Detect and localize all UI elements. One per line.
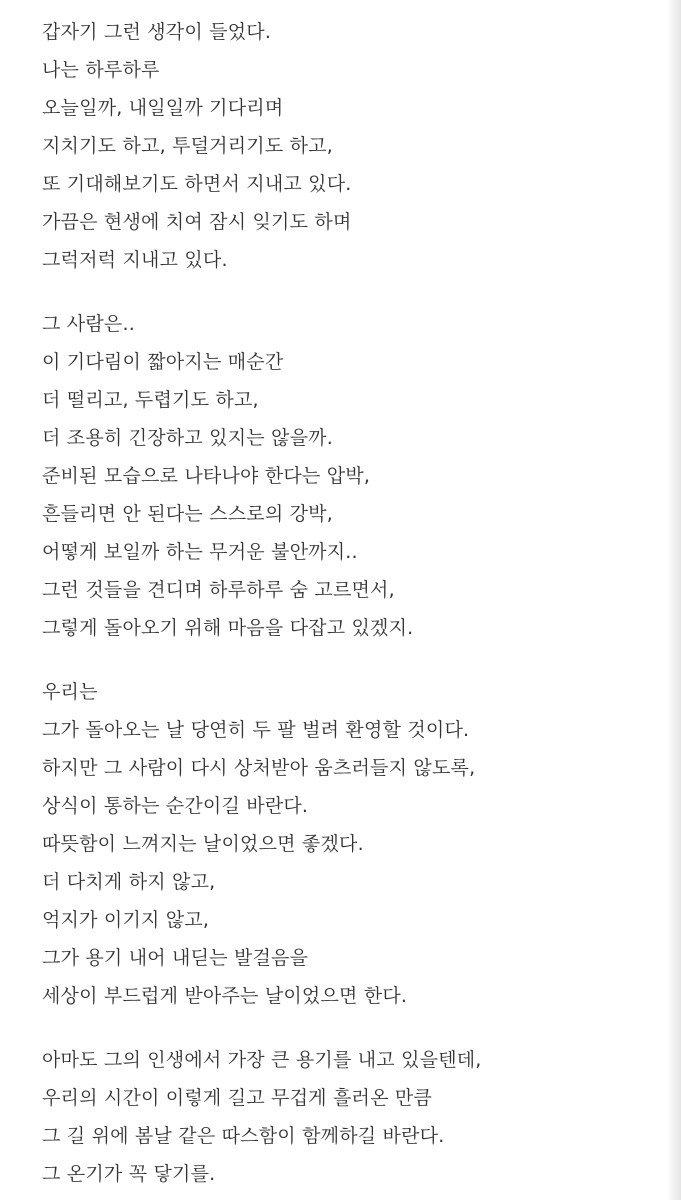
text-line: 상식이 통하는 순간이길 바란다.: [42, 795, 309, 817]
text-line: 그가 돌아오는 날 당연히 두 팔 벌려 환영할 것이다.: [42, 719, 470, 741]
text-line: 오늘일까, 내일일까 기다리며: [42, 97, 284, 119]
page-edge-shadow: [667, 0, 681, 1200]
text-line: 준비된 모습으로 나타나야 한다는 압박,: [42, 465, 371, 487]
text-line: 나는 하루하루: [42, 59, 160, 81]
text-line: 세상이 부드럽게 받아주는 날이었으면 한다.: [42, 985, 408, 1007]
text-line: 그가 용기 내어 내딛는 발걸음을: [42, 947, 309, 969]
text-line: 우리의 시간이 이렇게 길고 무겁게 흘러온 만큼: [42, 1087, 432, 1109]
text-line: 우리는: [42, 681, 98, 703]
text-line: 더 다치게 하지 않고,: [42, 871, 216, 893]
text-line: 그 길 위에 봄날 같은 따스함이 함께하길 바란다.: [42, 1125, 445, 1147]
text-line: 흔들리면 안 된다는 스스로의 강박,: [42, 503, 333, 525]
text-line: 갑자기 그런 생각이 들었다.: [42, 21, 272, 43]
text-line: 더 조용히 긴장하고 있지는 않을까.: [42, 427, 333, 449]
text-line: 이 기다림이 짧아지는 매순간: [42, 351, 284, 373]
text-line: 억지가 이기지 않고,: [42, 909, 210, 931]
text-line: 또 기대해보기도 하면서 지내고 있다.: [42, 173, 352, 195]
text-line: 그런 것들을 견디며 하루하루 숨 고르면서,: [42, 579, 395, 601]
text-line: 하지만 그 사람이 다시 상처받아 움츠러들지 않도록,: [42, 757, 476, 779]
text-line: 더 떨리고, 두렵기도 하고,: [42, 389, 259, 411]
text-line: 그 온기가 꼭 닿기를.: [42, 1163, 216, 1185]
text-line: 따뜻함이 느껴지는 날이었으면 좋겠다.: [42, 833, 364, 855]
text-line: 아마도 그의 인생에서 가장 큰 용기를 내고 있을텐데,: [42, 1049, 482, 1071]
text-line: 지치기도 하고, 투덜거리기도 하고,: [42, 135, 333, 157]
text-line: 그럭저럭 지내고 있다.: [42, 249, 228, 271]
text-line: 그렇게 돌아오기 위해 마음을 다잡고 있겠지.: [42, 617, 414, 639]
text-line: 어떻게 보일까 하는 무거운 불안까지..: [42, 541, 358, 563]
text-line: 가끔은 현생에 치여 잠시 잊기도 하며: [42, 211, 352, 233]
text-line: 그 사람은..: [42, 313, 135, 335]
